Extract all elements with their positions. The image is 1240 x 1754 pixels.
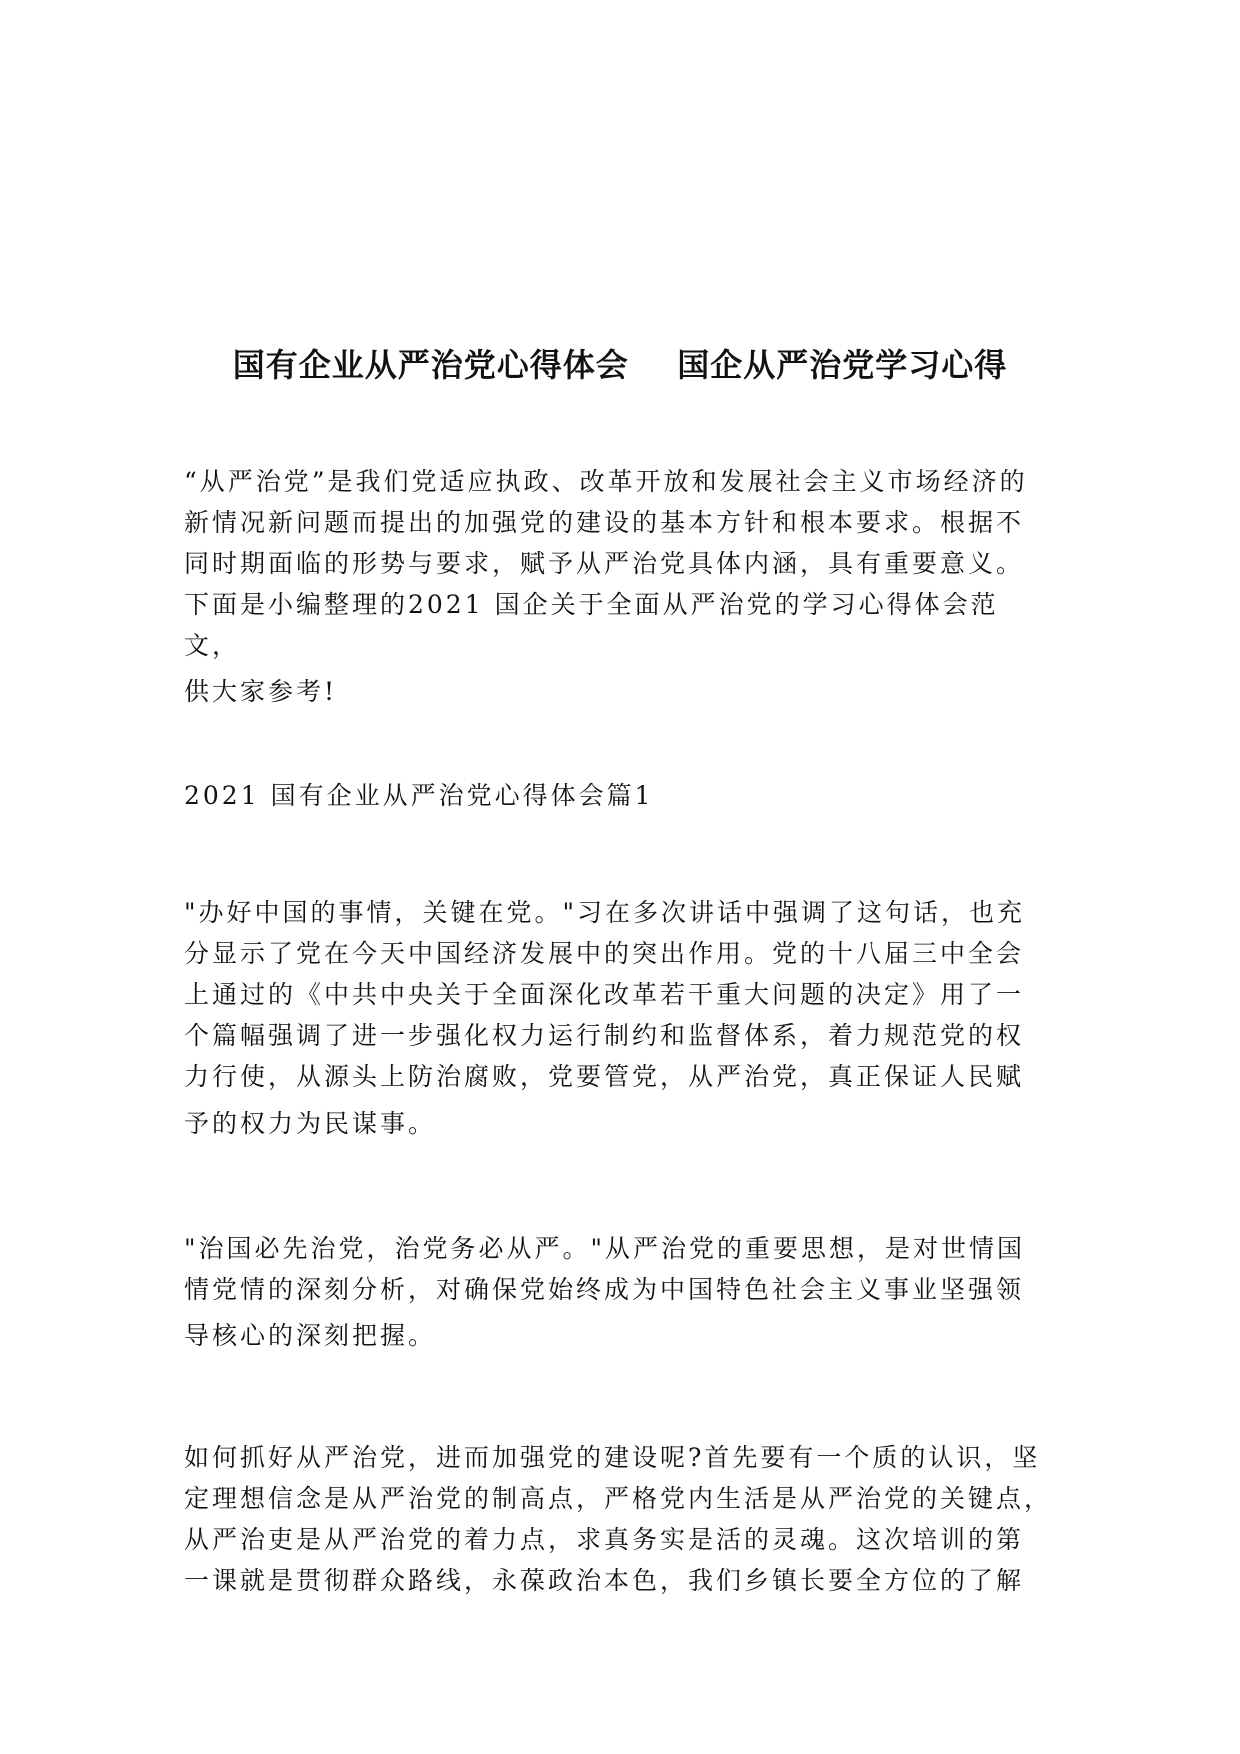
paragraph-line: 个篇幅强调了进一步强化权力运行制约和监督体系，着力规范党的权 <box>184 1021 1025 1050</box>
document-title: 国有企业从严治党心得体会 国企从严治党学习心得 <box>232 346 1008 384</box>
intro-line: “从严治党”是我们党适应执政、改革开放和发展社会主义市场经济的 <box>184 467 1028 496</box>
intro-line: 新情况新问题而提出的加强党的建设的基本方针和根本要求。根据不 <box>184 508 1025 537</box>
paragraph-line: 情党情的深刻分析，对确保党始终成为中国特色社会主义事业坚强领 <box>184 1275 1025 1304</box>
paragraph-line: 一课就是贯彻群众路线，永葆政治本色，我们乡镇长要全方位的了解 <box>184 1566 1025 1595</box>
paragraph-line: 定理想信念是从严治党的制高点，严格党内生活是从严治党的关键点， <box>184 1484 1053 1513</box>
intro-line: 同时期面临的形势与要求，赋予从严治党具体内涵，具有重要意义。 <box>184 549 1025 578</box>
intro-line: 供大家参考! <box>184 677 338 706</box>
paragraph-line: 力行使，从源头上防治腐败，党要管党，从严治党，真正保证人民赋 <box>184 1062 1025 1091</box>
intro-line: 下面是小编整理的2021 国企关于全面从严治党的学习心得体会范 <box>184 590 999 619</box>
intro-line: 文， <box>184 631 241 660</box>
paragraph-line: 如何抓好从严治党，进而加强党的建设呢?首先要有一个质的认识，坚 <box>184 1443 1041 1472</box>
paragraph-line: 从严治吏是从严治党的着力点，求真务实是活的灵魂。这次培训的第 <box>184 1525 1025 1554</box>
paragraph-line: "办好中国的事情，关键在党。"习在多次讲话中强调了这句话，也充 <box>184 898 1026 927</box>
paragraph-line: "治国必先治党，治党务必从严。"从严治党的重要思想，是对世情国 <box>184 1234 1026 1263</box>
paragraph-line: 分显示了党在今天中国经济发展中的突出作用。党的十八届三中全会 <box>184 939 1025 968</box>
paragraph-line: 予的权力为民谋事。 <box>184 1109 437 1138</box>
section-heading: 2021 国有企业从严治党心得体会篇1 <box>184 781 654 810</box>
paragraph-line: 上通过的《中共中央关于全面深化改革若干重大问题的决定》用了一 <box>184 980 1025 1009</box>
paragraph-line: 导核心的深刻把握。 <box>184 1321 437 1350</box>
